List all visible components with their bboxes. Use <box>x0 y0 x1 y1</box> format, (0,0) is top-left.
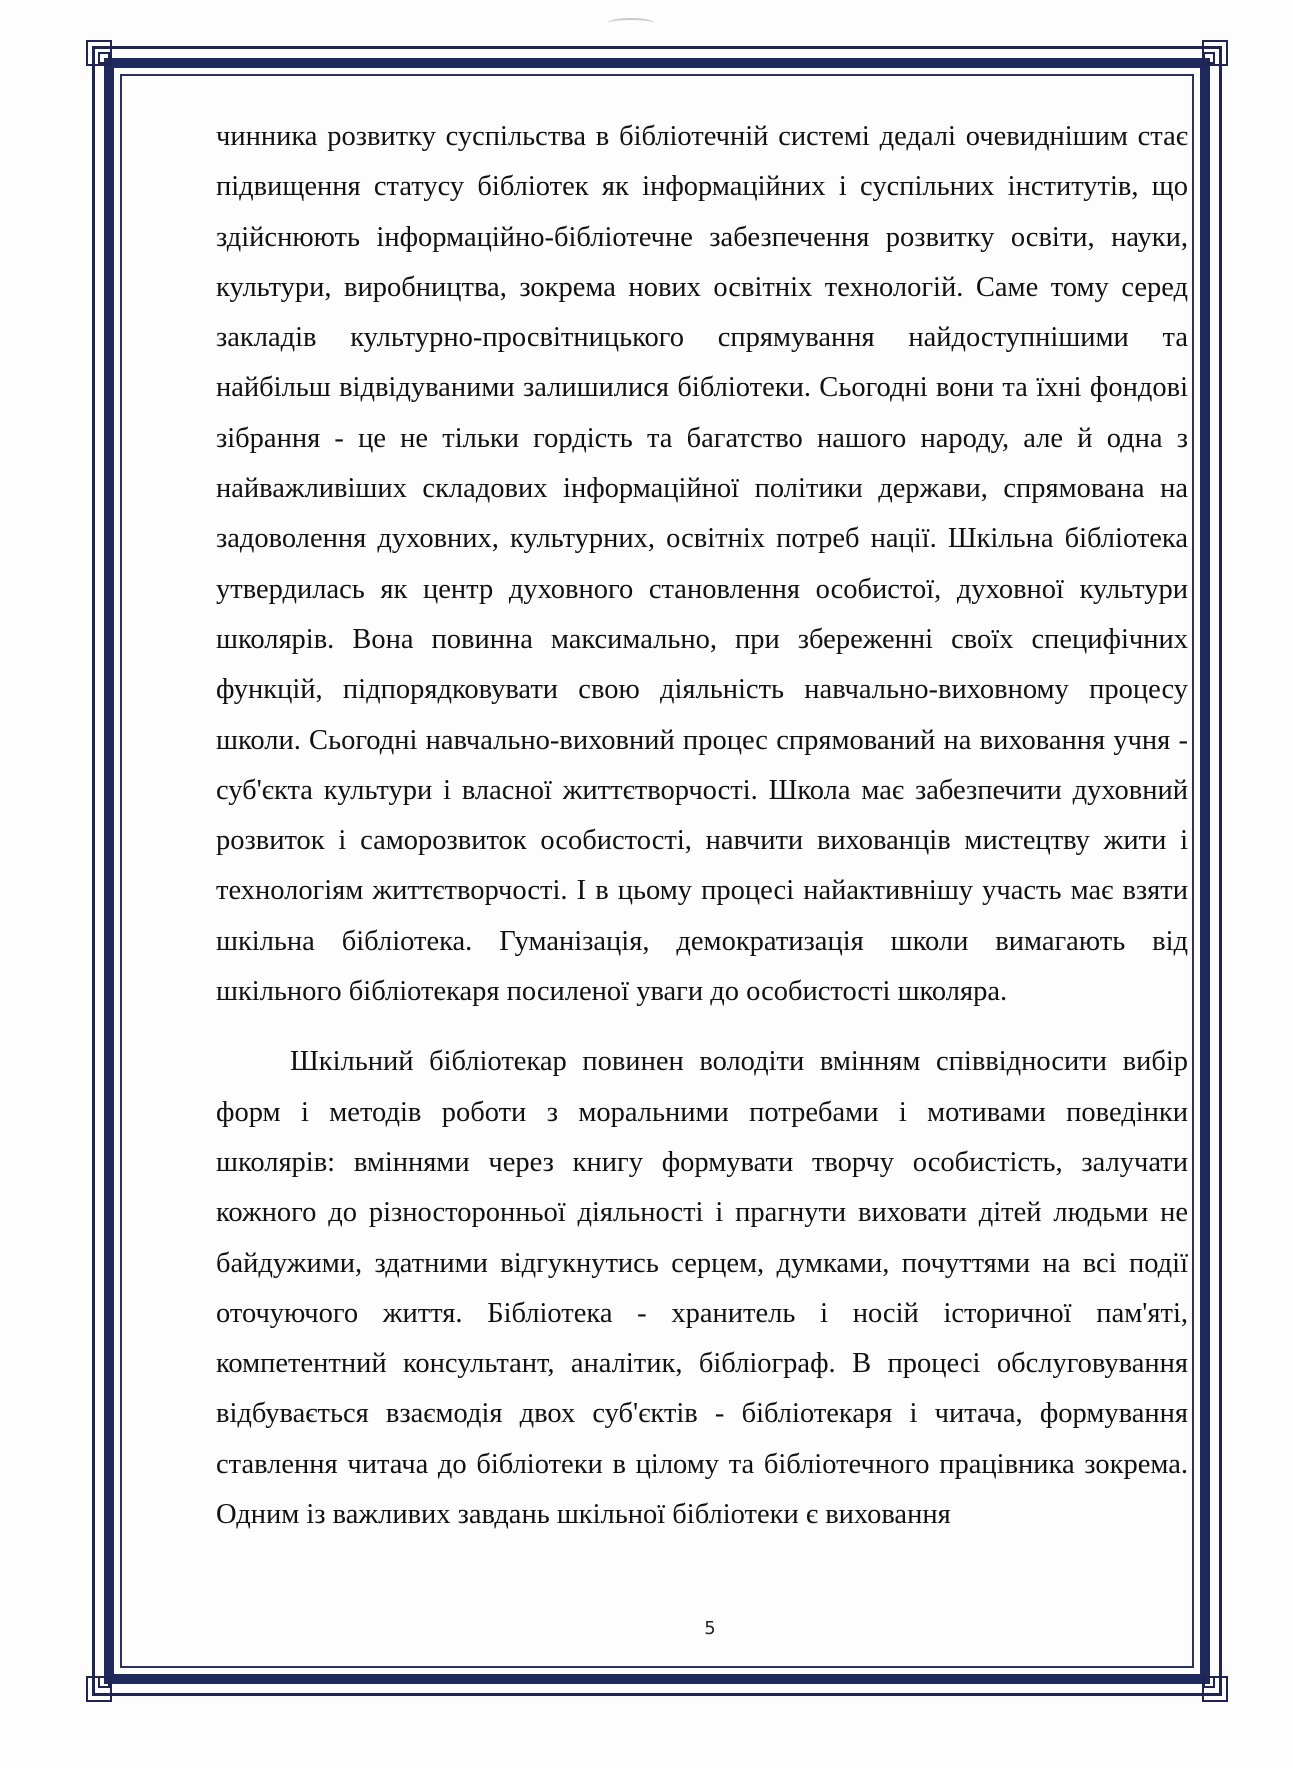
border-corner-square <box>1203 1676 1215 1688</box>
border-corner-square <box>1203 52 1215 64</box>
border-corner-square <box>98 52 110 64</box>
paragraph: Шкільний бібліотекар повинен володіти вмінням співвідносити вибір форм і методів роботи з моральними потребами і мотивами поведінки школярів: вміннями через книгу формувати творчу особистість, залучати кожного до різносторонньої діяльності і прагнути виховати дітей людьми не байдужими, здатними відгукнутись серцем, думками, почуттями на всі події оточуючого життя. Бібліотека - хранитель і носій історичної пам'яті, компетентний консультант, аналітик, бібліограф. В процесі обслуговування відбувається взаємодія двох суб'єктів - бібліотекаря і читача, формування ставлення читача до бібліотеки в цілому та бібліотечного працівника зокрема. Одним із важливих завдань шкільної бібліотеки є виховання <box>216 1046 1188 1531</box>
page-number: 5 <box>704 1618 716 1639</box>
body-text <box>216 112 1188 1540</box>
border-corner-square <box>98 1676 110 1688</box>
paragraph: чинника розвитку суспільства в бібліотечній системі дедалі очевиднішим стає підвищення статусу бібліотек як інформаційних і суспільних інститутів, що здійснюють інформаційно-бібліотечне забезпечення розвитку освіти, науки, культури, виробництва, зокрема нових освітніх технологій. Саме тому серед закладів культурно-просвітницького спрямування найдоступнішими та найбільш відвідуваними залишилися бібліотеки. Сьогодні вони та їхні фондові зібрання - це не тільки гордість та багатство нашого народу, але й одна з найважливіших складових інформаційної політики держави, спрямована на задоволення духовних, культурних, освітніх потреб нації. Шкільна бібліотека утвердилась як центр духовного становлення особистої, духовної культури школярів. Вона повинна максимально, при збереженні своїх специфічних функцій, підпорядковувати свою діяльність навчально-виховному процесу школи. Сьогодні навчально-виховний процес спрямований на виховання учня - суб'єкта культури і власної життєтворчості. Школа має забезпечити духовний розвиток і саморозвиток особистості, навчити вихованців мистецтву жити і технологіям життєтворчості. І в цьому процесі найактивнішу участь має взяти шкільна бібліотека. Гуманізація, демократизація школи вимагають від шкільного бібліотекаря посиленої уваги до особистості школяра. <box>216 121 1188 1008</box>
scan-artifact <box>608 18 654 28</box>
